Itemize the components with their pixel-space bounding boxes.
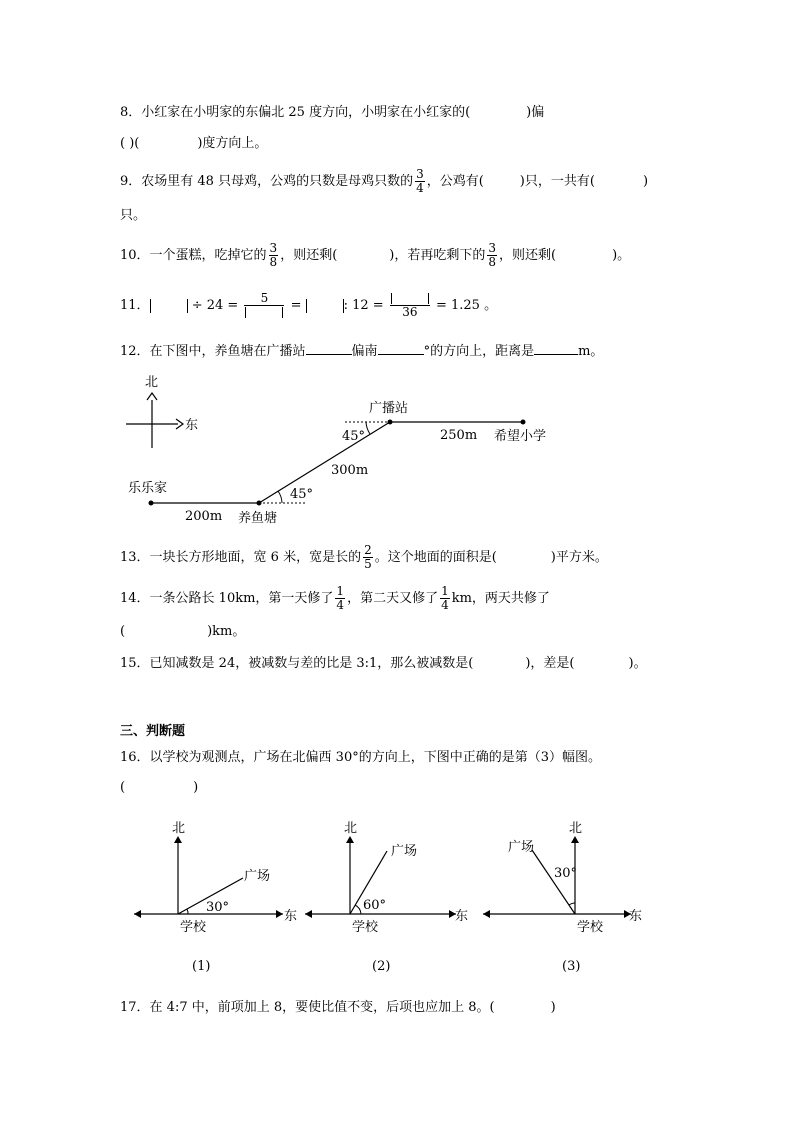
fig1-angle: 30° xyxy=(206,900,230,915)
q11: 11． ÷ 24 = 5 = : 12 = 36 = 1.25 。 xyxy=(120,291,498,319)
map-east-label: 东 xyxy=(185,418,199,433)
fig2-school: 学校 xyxy=(352,920,379,935)
fig3-school: 学校 xyxy=(577,920,604,935)
pond-label: 养鱼塘 xyxy=(238,511,278,526)
fig2-east: 东 xyxy=(455,909,469,924)
home-label: 乐乐家 xyxy=(128,481,168,496)
distance-250: 250m xyxy=(440,428,478,443)
fig3-north: 北 xyxy=(569,821,583,836)
fig2-caption: (2) xyxy=(372,959,391,974)
q15: 15．已知减数是 24，被减数与差的比是 3:1，那么被减数是( )，差是( )。 xyxy=(120,656,647,671)
q13: 13．一块长方形地面，宽 6 米，宽是长的 $\frac{2}{5}$ 。这个地面的面积是( )平方米。 xyxy=(120,543,608,571)
map-north-label: 北 xyxy=(145,375,159,390)
fig3-angle: 30° xyxy=(554,866,578,881)
angle-label-bottom: 45° xyxy=(290,487,314,502)
fraction: $\frac{3}{4}$ xyxy=(416,167,424,195)
fig1-east: 东 xyxy=(284,909,298,924)
q16-line1: 16．以学校为观测点，广场在北偏西 30°的方向上，下图中正确的是第（3）幅图。 xyxy=(120,750,601,765)
q14-line1: 14．一条公路长 10km，第一天修了 $\frac{1}{4}$ ，第二天又修了 $\frac{1}{4}$ km，两天共修了 xyxy=(120,584,550,612)
section-heading: 三、判断题 xyxy=(120,724,186,739)
q9-line1: 9．农场里有 48 只母鸡，公鸡的只数是母鸡只数的 $\frac{3}{4}$ ，公鸡有( )只，一共有( ) xyxy=(120,167,649,195)
q8-line1: 8．小红家在小明家的东偏北 25 度方向，小明家在小红家的( )偏 xyxy=(120,105,545,120)
station-label: 广播站 xyxy=(369,401,409,416)
q9-line2: 只。 xyxy=(120,208,147,223)
angle-label-top: 45° xyxy=(342,429,366,444)
distance-200: 200m xyxy=(185,509,223,524)
fig1-north: 北 xyxy=(172,821,186,836)
fig3-caption: (3) xyxy=(562,959,581,974)
fig3-square: 广场 xyxy=(508,840,535,855)
q17: 17．在 4:7 中，前项加上 8，要使比值不变，后项也应加上 8。( ) xyxy=(120,1000,556,1015)
q14-line2: ( )km。 xyxy=(120,624,246,639)
q10: 10．一个蛋糕，吃掉它的 $\frac{3}{8}$ ，则还剩( )，若再吃剩下的 $\frac{3}{8}$ ，则还剩( )。 xyxy=(120,241,631,269)
q16-line2: ( ) xyxy=(120,780,199,795)
fig2-square: 广场 xyxy=(391,844,418,859)
q8-line2: ( )( )度方向上。 xyxy=(120,136,268,151)
fig1-caption: (1) xyxy=(192,959,211,974)
fig2-north: 北 xyxy=(344,821,358,836)
q12: 12．在下图中，养鱼塘在广播站 偏南 °的方向上，距离是 m。 xyxy=(120,341,603,362)
school-label: 希望小学 xyxy=(494,429,547,444)
distance-300: 300m xyxy=(331,463,369,478)
fig2-angle: 60° xyxy=(363,898,387,913)
fig1-square: 广场 xyxy=(244,869,271,884)
fig3-east: 东 xyxy=(629,909,643,924)
fig1-school: 学校 xyxy=(180,920,207,935)
